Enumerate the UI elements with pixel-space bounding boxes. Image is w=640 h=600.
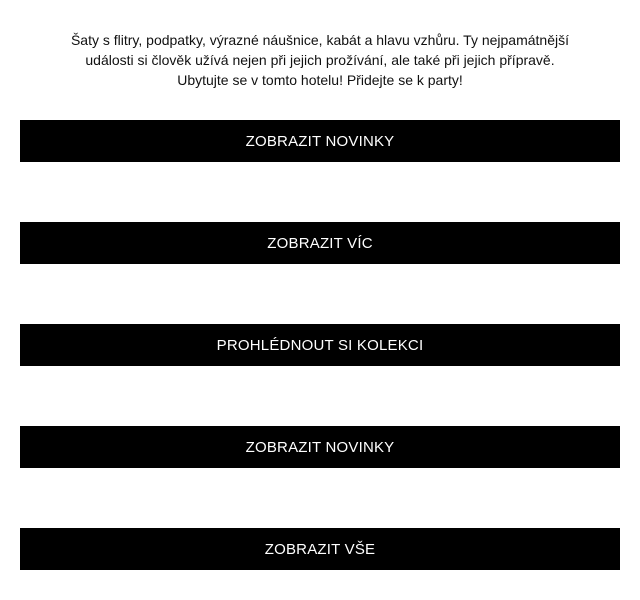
intro-text	[50, 30, 590, 90]
intro-line: Šaty s flitry, podpatky, výrazné náušnice, kabát a hlavu vzhůru. Ty nejpamátnější	[70, 32, 570, 48]
view-collection-button-label: PROHLÉDNOUT SI KOLEKCI	[216, 336, 424, 354]
intro-line: události si člověk užívá nejen při jejich prožívání, ale také při jejich přípravě.	[85, 52, 555, 68]
show-new-button[interactable]	[20, 120, 620, 162]
show-new-button-2-label: ZOBRAZIT NOVINKY	[245, 438, 395, 456]
show-all-button[interactable]	[20, 528, 620, 570]
show-new-button-2[interactable]	[20, 426, 620, 468]
show-new-button-label: ZOBRAZIT NOVINKY	[245, 132, 395, 150]
intro-line: Ubytujte se v tomto hotelu! Přidejte se k party!	[177, 72, 463, 88]
view-collection-button[interactable]	[20, 324, 620, 366]
show-more-button-label: ZOBRAZIT VÍC	[267, 234, 373, 252]
show-more-button[interactable]	[20, 222, 620, 264]
show-all-button-label: ZOBRAZIT VŠE	[264, 540, 376, 558]
